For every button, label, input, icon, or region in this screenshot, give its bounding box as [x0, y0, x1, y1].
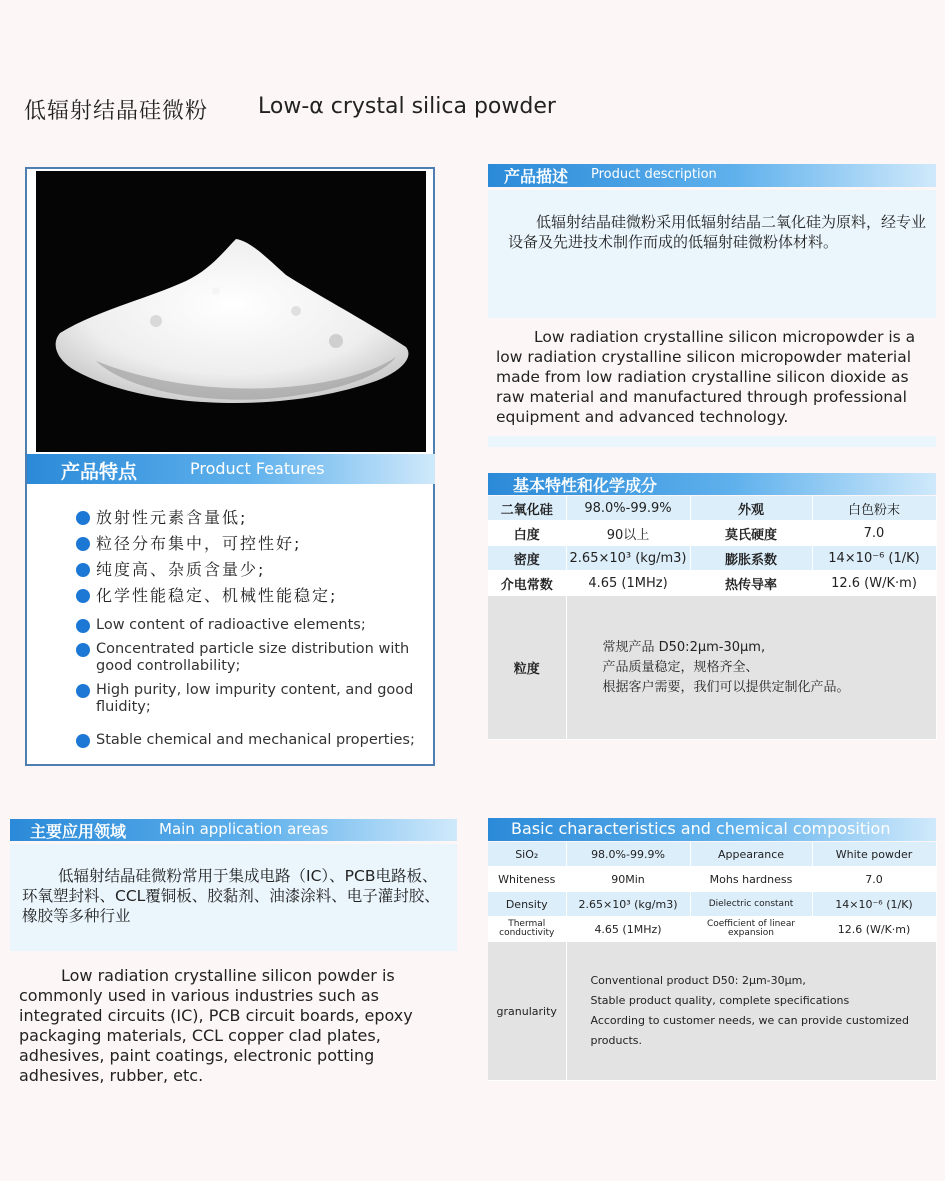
- bullet-icon: [76, 684, 90, 698]
- table-cell: SiO₂: [488, 842, 566, 867]
- table-cell: 热传导率: [690, 571, 812, 596]
- table-cell: Whiteness: [488, 867, 566, 892]
- product-photo: [36, 171, 426, 452]
- features-heading-en: Product Features: [190, 459, 325, 478]
- table-cell: 98.0%-99.9%: [566, 496, 690, 521]
- description-heading-en: Product description: [591, 167, 717, 182]
- spec-en-header: [488, 818, 936, 841]
- table-cell: 二氧化硅: [488, 496, 566, 521]
- table-cell: 外观: [690, 496, 812, 521]
- table-cell: 12.6 (W/K·m): [812, 571, 936, 596]
- feature-en-item: High purity, low impurity content, and good fluidity;: [76, 682, 421, 716]
- table-cell: 膨胀系数: [690, 546, 812, 571]
- feature-cn-item: 化学性能稳定、机械性能稳定;: [76, 583, 421, 609]
- table-cell: 7.0: [812, 867, 936, 892]
- bullet-icon: [76, 734, 90, 748]
- features-header: [27, 454, 435, 484]
- page-title-en: Low-α crystal silica powder: [258, 94, 556, 119]
- bullet-icon: [76, 589, 90, 603]
- bullet-icon: [76, 563, 90, 577]
- table-cell: 介电常数: [488, 571, 566, 596]
- feature-en-item: Concentrated particle size distribution with good controllability;: [76, 641, 421, 675]
- table-row: [488, 892, 936, 917]
- application-text-en: Low radiation crystalline silicon powder is commonly used in various industries such as integrated circuits (IC), PCB circuit boards, epoxy packaging materials, CCL copper clad plates, adhesives, paint coatings, electronic potting adhesives, rubber, etc.: [19, 966, 413, 1085]
- granularity-value: Conventional product D50: 2μm-30μm, Stable product quality, complete specifications According to customer needs, we can provide customized products.: [566, 942, 936, 1081]
- description-divider: [488, 436, 936, 447]
- table-cell: 14×10⁻⁶ (1/K): [812, 892, 936, 917]
- table-cell: 2.65×10³ (kg/m3): [566, 546, 690, 571]
- bullet-icon: [76, 643, 90, 657]
- table-cell: Mohs hardness: [690, 867, 812, 892]
- features-list: [76, 505, 421, 756]
- table-row: [488, 546, 936, 571]
- table-cell: Coefficient of linear expansion: [690, 917, 812, 942]
- table-cell: 2.65×10³ (kg/m3): [566, 892, 690, 917]
- granularity-label: 粒度: [488, 596, 566, 740]
- table-cell: 白度: [488, 521, 566, 546]
- features-heading-cn: 产品特点: [61, 461, 138, 483]
- table-row: [488, 842, 936, 867]
- feature-cn-item: 粒径分布集中，可控性好;: [76, 531, 421, 557]
- granularity-value: 常规产品 D50:2μm-30μm, 产品质量稳定，规格齐全、 根据客户需要，我们可以提供定制化产品。: [566, 596, 936, 740]
- bullet-icon: [76, 511, 90, 525]
- table-cell: 7.0: [812, 521, 936, 546]
- table-cell: 14×10⁻⁶ (1/K): [812, 546, 936, 571]
- table-cell: Thermal conductivity: [488, 917, 566, 942]
- table-cell: 90Min: [566, 867, 690, 892]
- spec-cn-table: [488, 496, 937, 740]
- table-row: [488, 496, 936, 521]
- spec-en-table: [488, 842, 937, 1081]
- description-header: [488, 164, 936, 187]
- description-text-cn: 低辐射结晶硅微粉采用低辐射结晶二氧化硅为原料，经专业设备及先进技术制作而成的低辐射硅微粉体材料。: [488, 190, 936, 318]
- table-cell: 密度: [488, 546, 566, 571]
- powder-pile-image: [36, 171, 426, 452]
- table-cell: Density: [488, 892, 566, 917]
- feature-cn-item: 纯度高、杂质含量少;: [76, 557, 421, 583]
- bullet-icon: [76, 619, 90, 633]
- spec-cn-header: [488, 473, 936, 495]
- feature-en-item: Low content of radioactive elements;: [76, 617, 421, 634]
- table-row: [488, 596, 936, 740]
- table-cell: Appearance: [690, 842, 812, 867]
- application-text-cn: 低辐射结晶硅微粉常用于集成电路（IC）、PCB电路板、环氧塑封料、CCL覆铜板、胶黏剂、油漆涂料、电子灌封胶、橡胶等多种行业: [10, 844, 457, 951]
- table-cell: Dielectric constant: [690, 892, 812, 917]
- table-cell: White powder: [812, 842, 936, 867]
- table-cell: 98.0%-99.9%: [566, 842, 690, 867]
- table-row: [488, 867, 936, 892]
- table-cell: 白色粉末: [812, 496, 936, 521]
- page-title-cn: 低辐射结晶硅微粉: [24, 99, 209, 124]
- spec-en-heading: Basic characteristics and chemical composition: [511, 819, 891, 838]
- table-cell: 4.65 (1MHz): [566, 917, 690, 942]
- bullet-icon: [76, 537, 90, 551]
- description-heading-cn: 产品描述: [504, 167, 569, 186]
- application-header: [10, 819, 457, 841]
- table-cell: 90以上: [566, 521, 690, 546]
- feature-cn-item: 放射性元素含量低;: [76, 505, 421, 531]
- description-text-en: Low radiation crystalline silicon micropowder is a low radiation crystalline silicon micropowder material made from low radiation crystalline silicon dioxide as raw material and manufactured through professional equipment and advanced technology.: [496, 328, 916, 426]
- table-cell: 12.6 (W/K·m): [812, 917, 936, 942]
- application-heading-en: Main application areas: [159, 820, 329, 838]
- feature-en-item: Stable chemical and mechanical properties;: [76, 732, 421, 749]
- table-row: [488, 521, 936, 546]
- spec-cn-heading: 基本特性和化学成分: [513, 476, 658, 495]
- table-row: [488, 942, 936, 1081]
- table-row: [488, 917, 936, 942]
- table-cell: 莫氏硬度: [690, 521, 812, 546]
- table-cell: 4.65 (1MHz): [566, 571, 690, 596]
- application-heading-cn: 主要应用领域: [30, 822, 127, 841]
- granularity-label: granularity: [488, 942, 566, 1081]
- table-row: [488, 571, 936, 596]
